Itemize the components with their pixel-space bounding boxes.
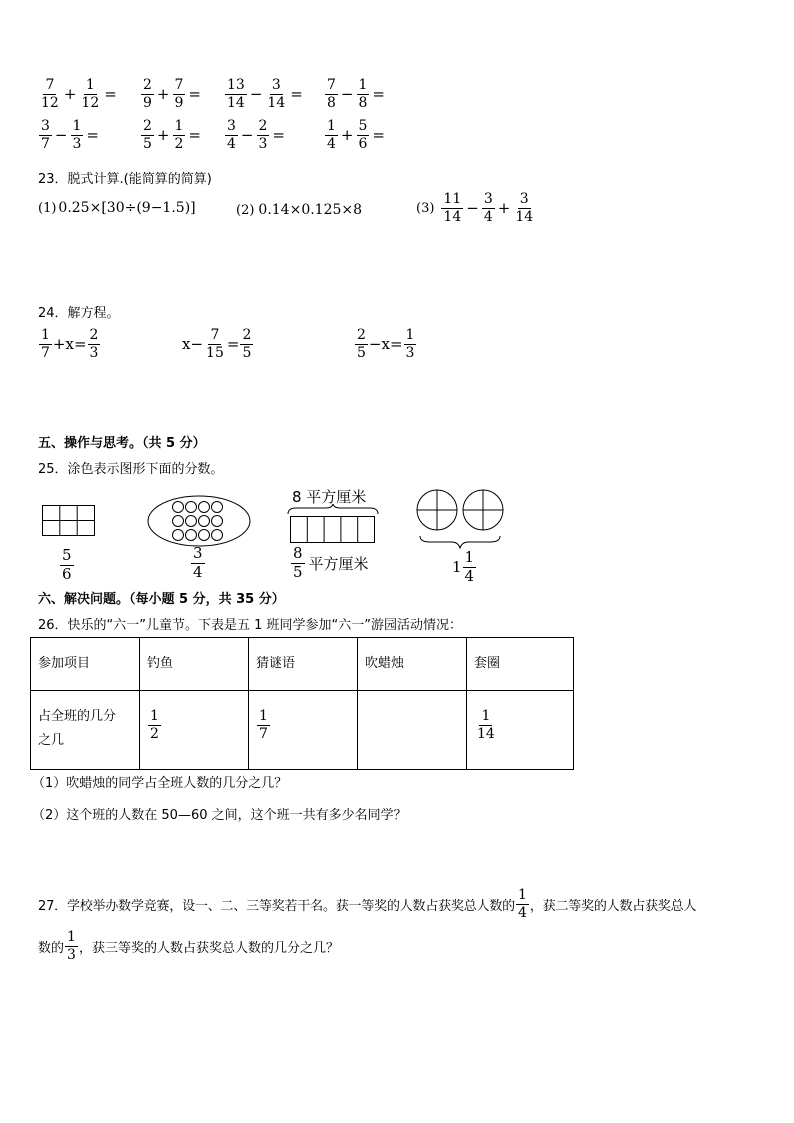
q23-title: 23．脱式计算.(能简算的简算) — [38, 172, 212, 187]
q27-frac-2: $\frac{1}{3}$ — [67, 929, 76, 963]
q22-operator: + — [156, 126, 170, 145]
q23-p3-frac-c: $\frac{3}{14}$ — [515, 191, 534, 225]
q26-header-cell: 套圈 — [467, 638, 574, 691]
q26-table — [30, 637, 574, 770]
q22-expression — [140, 119, 203, 151]
q23-p3-label: (3) — [416, 200, 435, 216]
q22-operator: + — [63, 85, 77, 104]
q24-eq1 — [38, 328, 101, 360]
q22-frac-a: $\frac{1}{4}$ — [327, 118, 336, 152]
q23-p1-label: (1) — [38, 200, 57, 216]
q22-frac-a: $\frac{3}{4}$ — [227, 118, 236, 152]
q22-frac-b: $\frac{1}{8}$ — [358, 77, 368, 111]
q25-title: 25．涂色表示图形下面的分数。 — [38, 462, 224, 477]
q22-frac-b: $\frac{5}{6}$ — [358, 118, 368, 152]
q26-cell-riddle — [249, 691, 358, 770]
q27-line2 — [38, 930, 339, 962]
q25-fig3-top-label: 8 平方厘米 — [292, 488, 367, 506]
q23-p1-expr: 0.25×[30÷(9−1.5)] — [58, 200, 196, 216]
section6-title: 六、解决问题。（每小题 5 分，共 35 分） — [38, 592, 285, 607]
q24-eq2-pre: x− — [182, 335, 204, 354]
q24-eq1-frac-a: $\frac{1}{7}$ — [41, 327, 50, 361]
q22-operator: − — [340, 85, 354, 104]
q24-eq1-frac-b: $\frac{2}{3}$ — [89, 327, 99, 361]
q26-header-row — [31, 638, 574, 691]
q22-equals: = — [372, 85, 385, 104]
q25-fig4-circles — [414, 488, 508, 556]
q22-expression — [38, 78, 119, 110]
q26-title: 26．快乐的“六一”儿童节。下表是五 1 班同学参加“六一”游园活动情况： — [38, 618, 463, 633]
q25-fig3-caption — [290, 546, 369, 581]
q22-operator: + — [340, 126, 354, 145]
q24-eq2-eq: = — [226, 335, 240, 354]
q22-frac-b: $\frac{1}{12}$ — [81, 77, 100, 111]
q26-frac-riddle: $\frac{1}{7}$ — [259, 708, 268, 742]
q22-expression — [324, 78, 387, 110]
q24-eq3 — [354, 328, 417, 360]
q22-expression — [140, 78, 203, 110]
q26-row-label-line1: 占全班的几分 — [38, 709, 117, 724]
q27-frac-1: $\frac{1}{4}$ — [517, 887, 527, 921]
q23-p1 — [38, 200, 196, 216]
q24-eq3-frac-a: $\frac{2}{5}$ — [357, 327, 366, 361]
q26-row-label — [31, 691, 140, 770]
q22-equals: = — [372, 126, 385, 145]
q25-fig4-fraction: $\frac{1}{4}$ — [464, 548, 475, 585]
q24-eq1-rest: +x= — [52, 335, 87, 354]
q25-fig3-fraction: $\frac{8}{5}$ — [293, 544, 303, 581]
q22-expression — [224, 119, 287, 151]
q23-p3: (3) $\frac{11}{14}$ − $\frac{3}{4}$ + $\frac{3}{14}$ — [416, 191, 534, 225]
q25-fig4-caption — [452, 550, 477, 585]
q27-text-2: ，获二等奖的人数占获奖总人 — [529, 898, 697, 914]
q22-expression — [224, 78, 305, 110]
q23-p3-frac-b: $\frac{3}{4}$ — [483, 191, 493, 225]
q22-operator: + — [156, 85, 170, 104]
q26-data-row — [31, 691, 574, 770]
q26-header-cell: 钓鱼 — [140, 638, 249, 691]
q22-operator: − — [54, 126, 68, 145]
q22-operator: − — [240, 126, 254, 145]
q27-text-4: ，获三等奖的人数占获奖总人数的几分之几？ — [78, 940, 339, 956]
q22-equals: = — [86, 126, 99, 145]
q23-p2-label: (2) — [236, 202, 255, 218]
section5-title: 五、操作与思考。（共 5 分） — [38, 436, 206, 451]
q26-cell-candle — [358, 691, 467, 770]
q24-eq3-frac-b: $\frac{1}{3}$ — [405, 327, 415, 361]
q22-frac-b: $\frac{1}{2}$ — [174, 118, 184, 152]
q25-fig3-unit: 平方厘米 — [308, 554, 369, 573]
q26-header-cell: 参加项目 — [31, 638, 140, 691]
q22-operator: − — [249, 85, 263, 104]
q25-fig3-rect — [286, 504, 380, 544]
q23-p2-expr: 0.14×0.125×8 — [258, 202, 363, 218]
q26-row-label-line2: 之几 — [38, 733, 65, 748]
q22-frac-b: $\frac{7}{9}$ — [174, 77, 184, 111]
q23-p3-frac-a: $\frac{11}{14}$ — [443, 191, 462, 225]
q25-fig2-ellipse — [146, 494, 252, 548]
q26-header-cell: 吹蜡烛 — [358, 638, 467, 691]
q22-frac-a: $\frac{7}{12}$ — [41, 77, 59, 111]
q22-frac-a: $\frac{3}{7}$ — [41, 118, 50, 152]
q22-equals: = — [188, 126, 201, 145]
q22-equals: = — [104, 85, 117, 104]
q22-equals: = — [272, 126, 285, 145]
q22-equals: = — [188, 85, 201, 104]
q26-cell-fishing — [140, 691, 249, 770]
q25-fig2-fraction: $\frac{3}{4}$ — [193, 544, 203, 581]
q25-fig4-whole: 1 — [452, 558, 462, 577]
q22-frac-b: $\frac{1}{3}$ — [72, 118, 82, 152]
q22-frac-a: $\frac{2}{5}$ — [143, 118, 152, 152]
q22-frac-a: $\frac{13}{14}$ — [227, 77, 245, 111]
q25-fig1-fraction: $\frac{5}{6}$ — [62, 546, 72, 583]
q24-eq2-frac-b: $\frac{2}{5}$ — [242, 327, 252, 361]
q23-p2 — [236, 202, 362, 218]
q22-expression — [324, 119, 387, 151]
q26-sub1: （1）吹蜡烛的同学占全班人数的几分之几？ — [32, 776, 288, 791]
q22-frac-b: $\frac{2}{3}$ — [258, 118, 268, 152]
q24-eq3-rest: −x= — [368, 335, 403, 354]
q26-header-cell: 猜谜语 — [249, 638, 358, 691]
q26-sub2: （2）这个班的人数在 50—60 之间，这个班一共有多少名同学？ — [32, 808, 407, 823]
q24-title: 24．解方程。 — [38, 306, 120, 321]
q24-eq2-frac-a: $\frac{7}{15}$ — [206, 327, 224, 361]
q22-frac-b: $\frac{3}{14}$ — [267, 77, 286, 111]
q26-cell-ring — [467, 691, 574, 770]
q27-line1 — [38, 888, 696, 920]
q26-frac-fishing: $\frac{1}{2}$ — [150, 708, 159, 742]
q22-expression — [38, 119, 101, 151]
q26-frac-ring: $\frac{1}{14}$ — [477, 708, 495, 742]
q25-fig1-grid — [42, 505, 96, 537]
q27-text-1: 27．学校举办数学竞赛，设一、二、三等奖若干名。获一等奖的人数占获奖总人数的 — [38, 898, 515, 914]
q24-eq2 — [182, 328, 254, 360]
q22-frac-a: $\frac{2}{9}$ — [143, 77, 152, 111]
q22-equals: = — [290, 85, 303, 104]
q22-frac-a: $\frac{7}{8}$ — [327, 77, 336, 111]
q27-text-3: 数的 — [38, 940, 65, 956]
